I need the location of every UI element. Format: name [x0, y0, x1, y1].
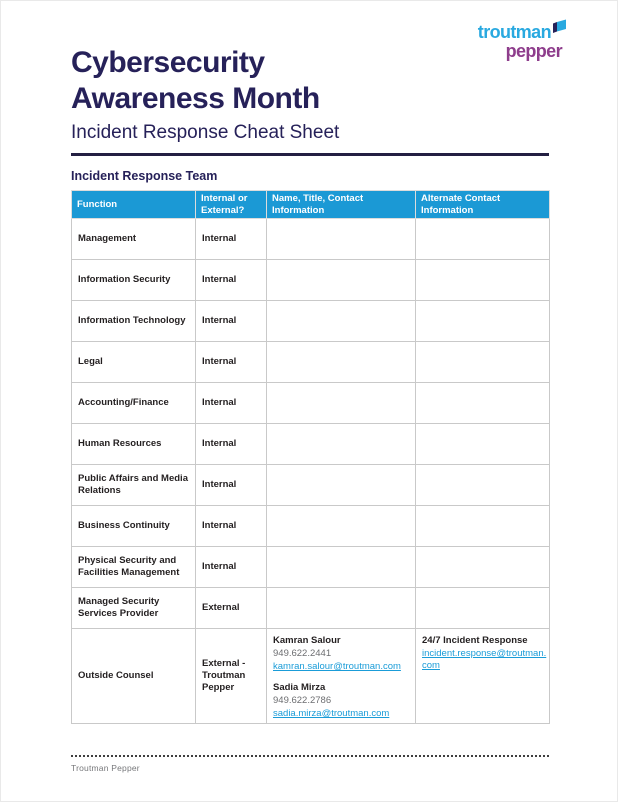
- type-cell: Internal: [196, 383, 267, 424]
- alternate-contact-cell-empty: [416, 301, 550, 342]
- table-row: [72, 506, 550, 547]
- table-row: [72, 383, 550, 424]
- email-link-incident-response[interactable]: incident.response@troutman.com: [422, 648, 547, 671]
- column-header-function: Function: [72, 191, 196, 219]
- contact-info-cell-empty: [267, 219, 416, 260]
- page-title-line2: Awareness Month: [71, 82, 320, 115]
- function-cell: Physical Security and Facilities Management: [72, 547, 196, 588]
- contact-phone: 949.622.2441: [273, 648, 332, 659]
- table-row: [72, 547, 550, 588]
- page-title-line1: Cybersecurity: [71, 46, 265, 79]
- table-row: [72, 588, 550, 629]
- type-cell: Internal: [196, 465, 267, 506]
- table-row-outside-counsel: [72, 629, 550, 724]
- table-header-row: [72, 191, 550, 219]
- table-row: [72, 465, 550, 506]
- alternate-contact-cell-empty: [416, 506, 550, 547]
- table-row: [72, 260, 550, 301]
- contact-name: Kamran Salour: [273, 635, 341, 646]
- column-header-alternate-contact: Alternate Contact Information: [416, 191, 550, 219]
- contact-info-cell-empty: [267, 465, 416, 506]
- alternate-contact-cell-empty: [416, 547, 550, 588]
- table-row: [72, 219, 550, 260]
- contact-sadia-mirza: [273, 682, 413, 720]
- troutman-pepper-logo: [478, 19, 567, 60]
- alternate-contact-cell-empty: [416, 424, 550, 465]
- type-cell: Internal: [196, 342, 267, 383]
- column-header-contact-info: Name, Title, Contact Information: [267, 191, 416, 219]
- type-cell: Internal: [196, 219, 267, 260]
- type-cell: Internal: [196, 260, 267, 301]
- pennant-flag-icon: [552, 19, 567, 41]
- function-cell: Information Technology: [72, 301, 196, 342]
- contact-info-cell: [267, 629, 416, 724]
- email-link-kamran[interactable]: kamran.salour@troutman.com: [273, 661, 401, 672]
- function-cell: Outside Counsel: [72, 629, 196, 724]
- footer-divider: [71, 755, 549, 757]
- page-subtitle: Incident Response Cheat Sheet: [71, 122, 340, 143]
- alternate-contact-cell-empty: [416, 588, 550, 629]
- contact-info-cell-empty: [267, 301, 416, 342]
- logo-word-pepper: pepper: [505, 41, 562, 61]
- function-cell: Management: [72, 219, 196, 260]
- function-cell: Business Continuity: [72, 506, 196, 547]
- alternate-contact-cell: [416, 629, 550, 724]
- contact-phone: 949.622.2786: [273, 695, 332, 706]
- alternate-contact-cell-empty: [416, 465, 550, 506]
- function-cell: Information Security: [72, 260, 196, 301]
- contact-name: Sadia Mirza: [273, 682, 326, 693]
- function-cell: Human Resources: [72, 424, 196, 465]
- email-link-sadia[interactable]: sadia.mirza@troutman.com: [273, 708, 390, 719]
- contact-info-cell-empty: [267, 506, 416, 547]
- contact-info-cell-empty: [267, 383, 416, 424]
- table-row: [72, 342, 550, 383]
- logo-word-troutman: troutman: [477, 22, 551, 42]
- function-cell: Managed Security Services Provider: [72, 588, 196, 629]
- contact-kamran-salour: [273, 635, 413, 673]
- function-cell: Public Affairs and Media Relations: [72, 465, 196, 506]
- title-divider: [71, 153, 549, 156]
- alternate-contact-cell-empty: [416, 260, 550, 301]
- section-title: Incident Response Team: [71, 169, 218, 183]
- contact-info-cell-empty: [267, 588, 416, 629]
- alternate-contact-title: 24/7 Incident Response: [422, 635, 528, 646]
- type-cell: External - Troutman Pepper: [196, 629, 267, 724]
- contact-info-cell-empty: [267, 424, 416, 465]
- type-cell: External: [196, 588, 267, 629]
- function-cell: Accounting/Finance: [72, 383, 196, 424]
- contact-info-cell-empty: [267, 342, 416, 383]
- table-row: [72, 424, 550, 465]
- type-cell: Internal: [196, 424, 267, 465]
- alternate-contact-cell-empty: [416, 383, 550, 424]
- function-cell: Legal: [72, 342, 196, 383]
- column-header-internal-external: Internal or External?: [196, 191, 267, 219]
- table-row: [72, 301, 550, 342]
- type-cell: Internal: [196, 301, 267, 342]
- alternate-contact-cell-empty: [416, 219, 550, 260]
- type-cell: Internal: [196, 506, 267, 547]
- contact-info-cell-empty: [267, 260, 416, 301]
- type-cell: Internal: [196, 547, 267, 588]
- contact-info-cell-empty: [267, 547, 416, 588]
- footer-firm-name: Troutman Pepper: [71, 763, 140, 773]
- alternate-contact-cell-empty: [416, 342, 550, 383]
- page-footer: [71, 755, 549, 773]
- incident-response-table: [71, 190, 550, 724]
